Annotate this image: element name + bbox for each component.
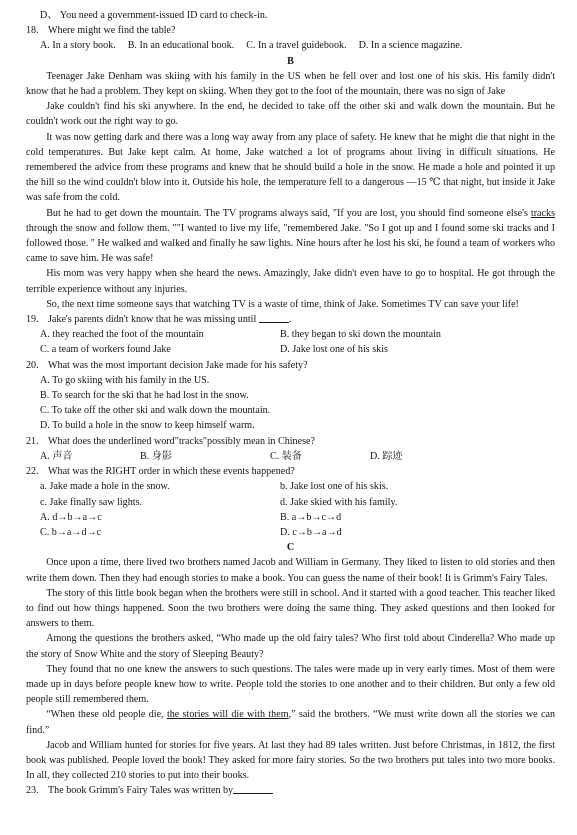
q22-options-row-2 <box>26 525 555 540</box>
question-text: The book Grimm's Fairy Tales was written by <box>48 785 234 797</box>
option-b[interactable]: B. 身影 <box>140 450 172 462</box>
q22-events-row-2 <box>26 495 555 510</box>
passage-c-paragraph-6: Jacob and William hunted for stories for five years. At last they had 89 tales written. Just before Christmas, in 1812, the first book was published. People loved the book! They asked for more fairy stories. So the two brothers put tales into two more books. In all, they collected 210 stories to put into their books. <box>26 739 555 782</box>
paragraph-5-end: ,” said the brothers. “We must write down all the stories we can find.” <box>26 709 555 736</box>
question-23 <box>26 783 555 798</box>
question-21 <box>26 434 555 449</box>
passage-c-paragraph-4: They found that no one knew the answers to such questions. The tales were made up in very early times. Most of them were made up in days before people knew how to write. People told the stories to one another and to their children. But only a few old people still remembered them. <box>26 663 555 706</box>
question-22 <box>26 464 555 479</box>
question-number: 23. <box>26 785 39 797</box>
section-c-heading: C <box>286 542 295 554</box>
question-number: 19. <box>26 314 39 326</box>
passage-c-paragraph-1: Once upon a time, there lived two brothers named Jacob and William in Germany. They liked to listen to old stories and then write them down. Then they had enough stories to make a book. You can guess the name of their book! It is Grimm's Fairy Tales. <box>26 557 555 584</box>
option-d[interactable]: D. 踪迹 <box>370 450 403 462</box>
passage-b-paragraph-2: Jake couldn't find his ski anywhere. In the end, he decided to take off the other ski and walk down the mountain. But he couldn't work out the right way to go. <box>26 101 555 128</box>
section-b-heading: B <box>287 55 294 67</box>
question-number: 20. <box>26 359 39 371</box>
option-c[interactable]: C. In a travel guidebook. <box>246 40 347 52</box>
q22-events-row-1 <box>26 479 555 494</box>
passage-b-paragraph-5: His mom was very happy when she heard the news. Amazingly, Jake didn't even have to go to hospital. He got through the terrible experience without any injuries. <box>26 268 555 295</box>
question-19 <box>26 312 555 327</box>
question-text: What was the most important decision Jake made for his safety? <box>48 359 308 371</box>
option-b[interactable]: B. a→b→c→d <box>280 511 342 523</box>
question-20 <box>26 358 555 373</box>
event-d: d. Jake skied with his family. <box>280 496 398 508</box>
q22-options-row-1 <box>26 510 555 525</box>
option-a[interactable]: A. 声音 <box>40 450 73 462</box>
option-a[interactable]: A. they reached the foot of the mountain <box>40 329 204 341</box>
q19-options-row-2 <box>26 342 555 357</box>
q17-option-d: D、 You need a government-issued ID card to check-in. <box>40 10 268 21</box>
underlined-phrase: the stories will die with them <box>166 709 289 721</box>
question-number: 21. <box>26 435 39 447</box>
passage-b-paragraph-1: Teenager Jake Denham was skiing with his family in the US when he fell over and lost one of his skis. His family didn't know that he had a problem. They kept on skiing. When they got to the foot of the mountain, there was no sign of Jake <box>26 70 555 98</box>
passage-c-paragraph-2: The story of this little book began when the brothers were still in school. And it started with a good teacher. This teacher liked to find out how things happened. Soon the two brothers were doing the same thing. They asked questions and then looked for answers to them. <box>26 587 555 630</box>
option-c[interactable]: C. b→a→d→c <box>40 526 102 538</box>
q19-options-row-1 <box>26 327 555 342</box>
option-c[interactable]: C. a team of workers found Jake <box>40 344 171 356</box>
passage-b-paragraph-4 <box>26 206 555 267</box>
question-18 <box>26 23 555 38</box>
answer-blank[interactable] <box>259 312 289 323</box>
option-a[interactable]: A. In a story book. <box>40 40 116 52</box>
question-text: Jake's parents didn't know that he was missing until <box>48 314 257 326</box>
passage-c-paragraph-5 <box>26 707 555 737</box>
option-d[interactable]: D. To build a hole in the snow to keep himself warm. <box>40 420 255 432</box>
paragraph-4-start: But he had to get down the mountain. The TV programs always said, "If you are lost, you should find someone else's <box>46 207 531 219</box>
option-d[interactable]: D. In a science magazine. <box>358 40 463 52</box>
question-number: 22. <box>26 466 39 478</box>
passage-c-paragraph-3: Among the questions the brothers asked, “Who made up the old fairy tales? Who first told about Cinderella? Who made up the story of Snow White and the story of Sleeping Beauty? <box>26 633 555 660</box>
option-b[interactable]: B. In an educational book. <box>127 40 235 52</box>
option-d[interactable]: D. Jake lost one of his skis <box>280 344 388 356</box>
q18-options <box>26 38 555 53</box>
passage-b-paragraph-3: It was now getting dark and there was a long way away from any place of safety. He knew that he might die that night in the cold temperatures. But Jake kept calm. At home, Jake watched a lot of programs about living in difficult situations. He remembered the advice from these programs and knew that he should build a hole in the snow. He made a hole and pointed it up the hill so the wind couldn't blow into it. Outside his hole, the temperature fell to a dangerous —15 ℃ that night, but inside it Jake was safe from the cold. <box>26 131 555 204</box>
option-b[interactable]: B. they began to ski down the mountain <box>280 329 441 341</box>
option-c[interactable]: C. 装备 <box>270 450 302 462</box>
question-text: Where might we find the table? <box>48 25 176 37</box>
event-c: c. Jake finally saw lights. <box>40 496 143 508</box>
question-text: What was the RIGHT order in which these events happened? <box>48 466 295 478</box>
q21-options <box>26 449 555 464</box>
option-b[interactable]: B. To search for the ski that he had lost in the snow. <box>40 390 249 402</box>
paragraph-4-end: through the snow and follow them. ""I wanted to live my life, "remembered Jake. "So I got up and I found some ski tracks and I followed those. " He walked and walked and finally he saw lights. Nine hours after he lost his ski, he found a team of workers who came to save him. He was safe! <box>26 222 555 265</box>
underlined-word-tracks: tracks <box>530 207 555 219</box>
option-c[interactable]: C. To take off the other ski and walk down the mountain. <box>40 405 271 417</box>
question-text: What does the underlined word"tracks"possibly mean in Chinese? <box>48 435 315 447</box>
option-a[interactable]: A. d→b→a→c <box>40 511 102 523</box>
option-d[interactable]: D. c→b→a→d <box>280 526 342 538</box>
event-a: a. Jake made a hole in the snow. <box>40 481 170 493</box>
event-b: b. Jake lost one of his skis. <box>280 481 389 493</box>
question-number: 18. <box>26 25 39 37</box>
answer-blank[interactable] <box>233 783 273 794</box>
paragraph-5-start: “When these old people die, <box>46 709 167 721</box>
option-a[interactable]: A. To go skiing with his family in the US. <box>40 374 210 386</box>
question-end: . <box>288 314 292 326</box>
passage-b-paragraph-6: So, the next time someone says that watching TV is a waste of time, think of Jake. Sometimes TV can save your life! <box>46 298 519 310</box>
